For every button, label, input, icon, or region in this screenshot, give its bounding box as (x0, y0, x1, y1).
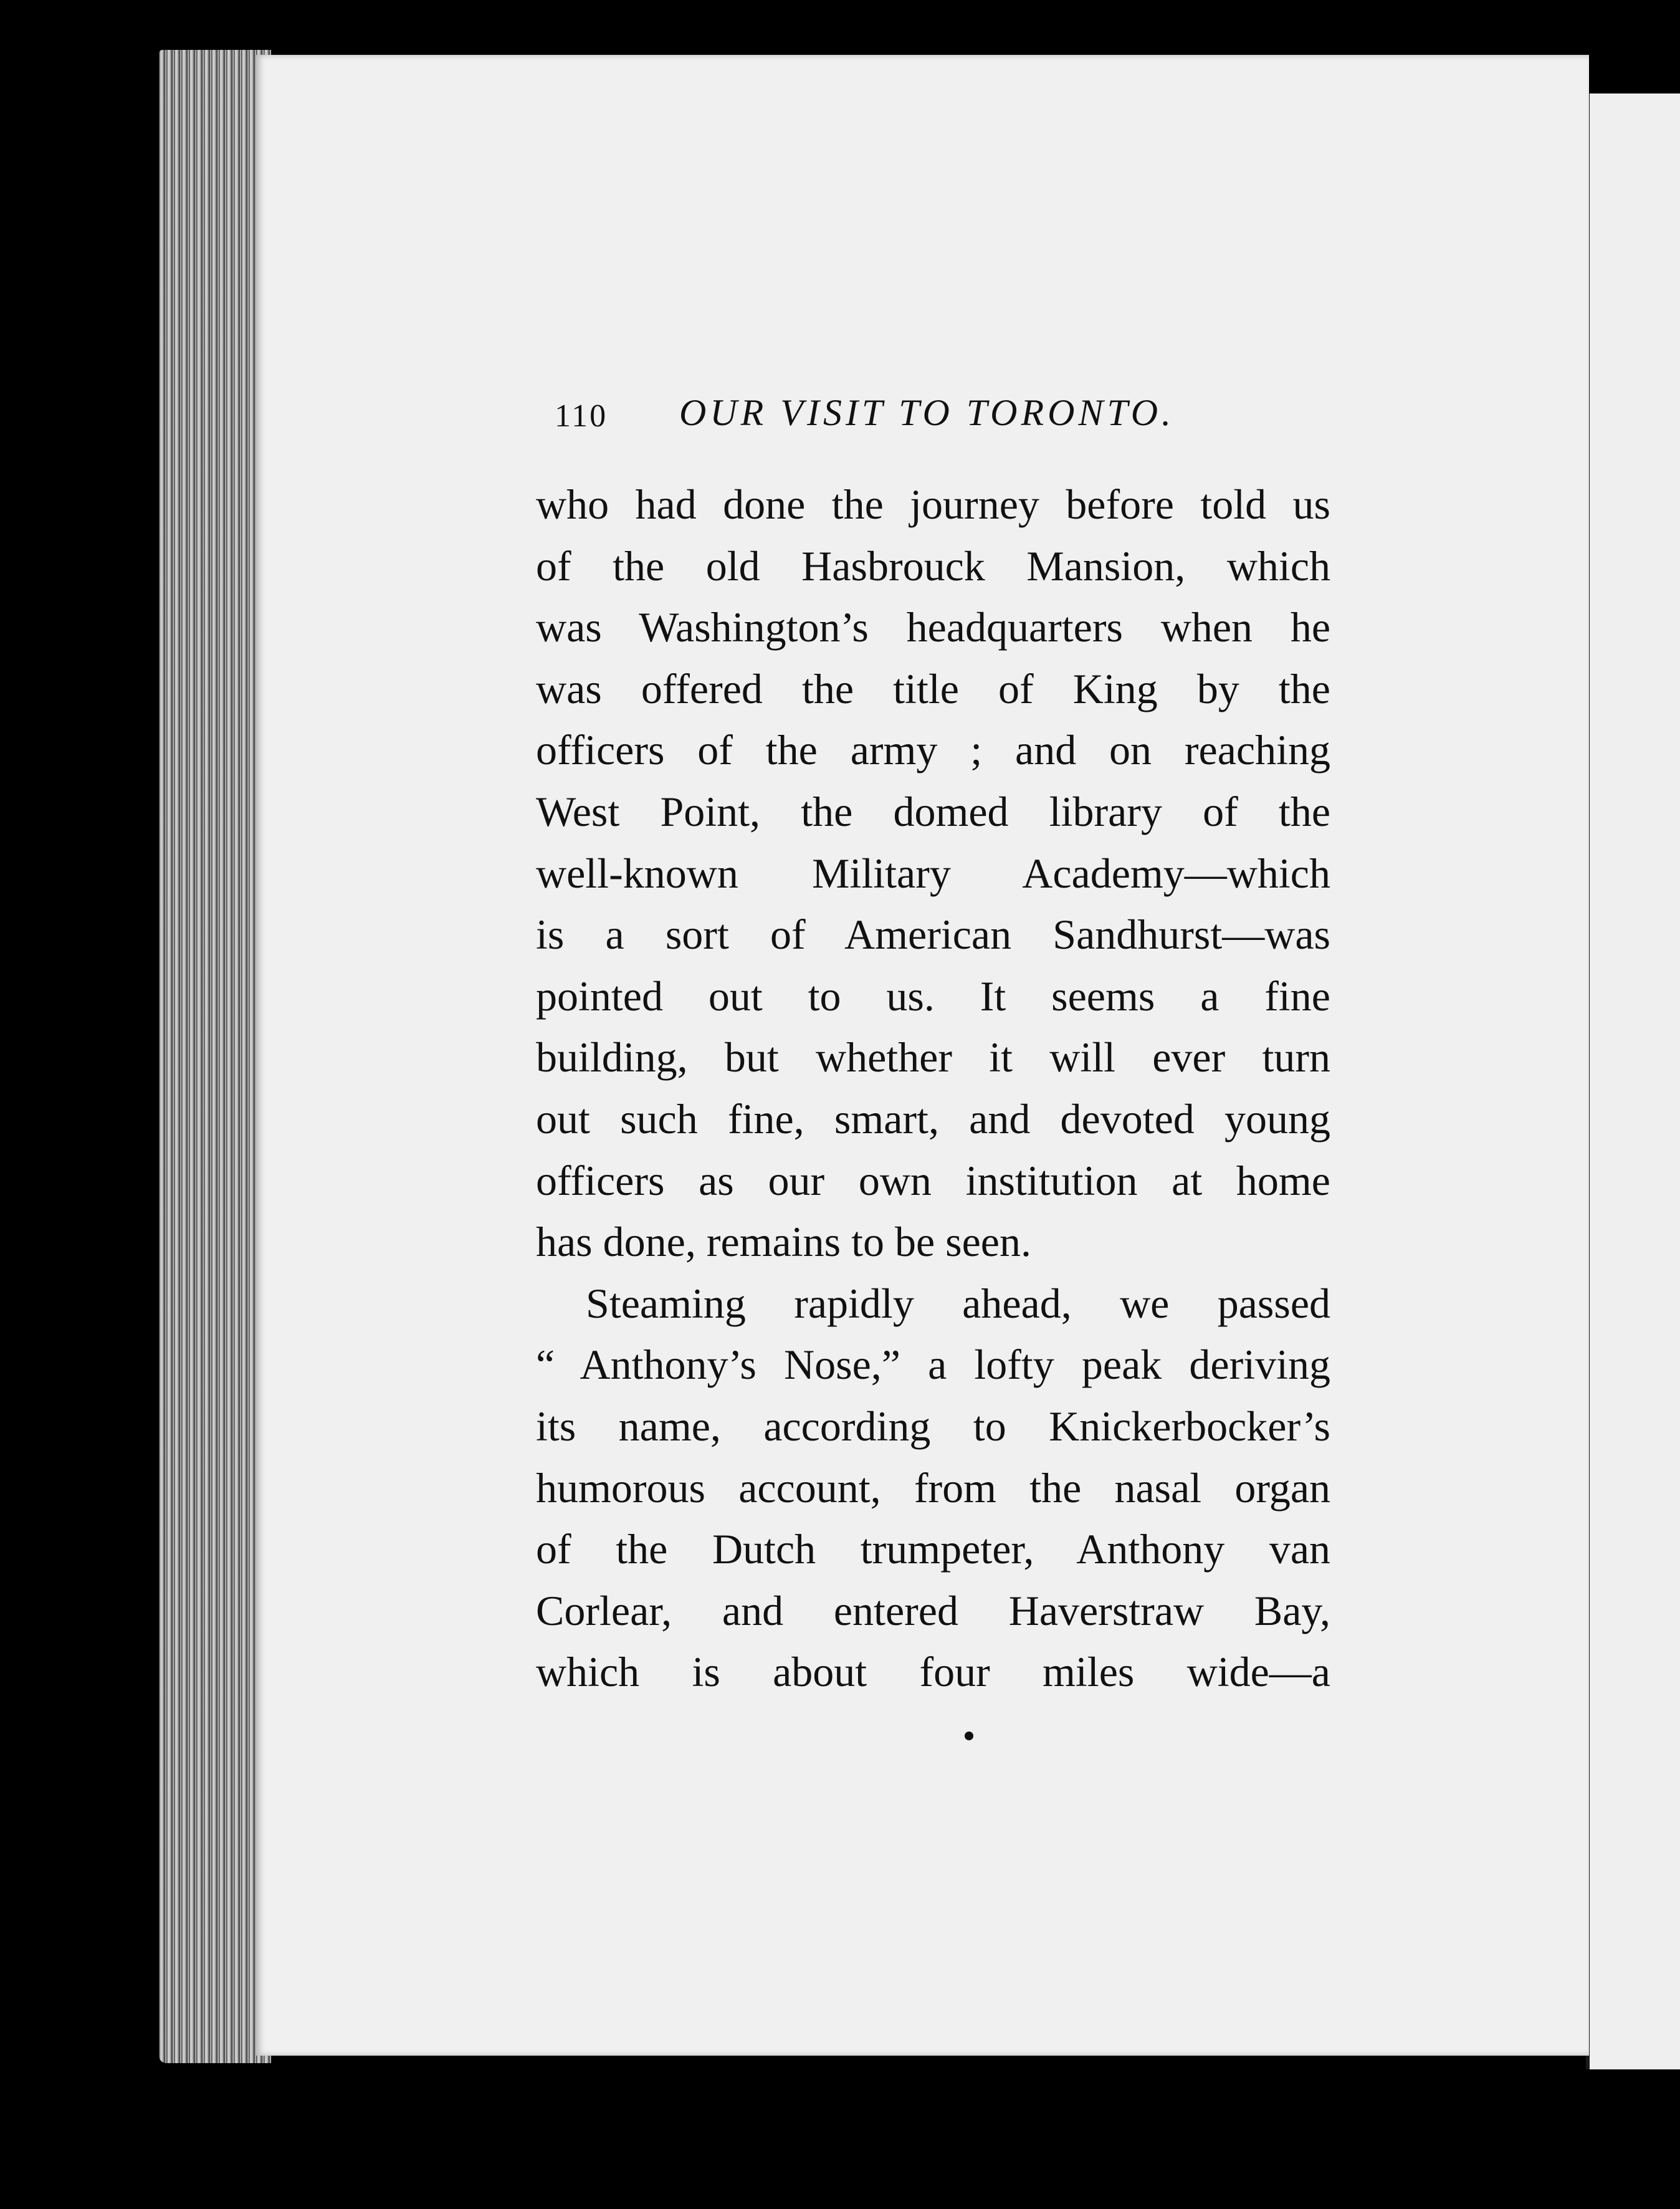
text-line: of the Dutch trumpeter, Anthony van (536, 1525, 1330, 1573)
text-line: West Point, the domed library of the (536, 787, 1330, 835)
stacked-page-edges (159, 50, 271, 2063)
text-line: its name, according to Knickerbocker’s (536, 1402, 1330, 1450)
text-line: building, but whether it will ever turn (536, 1033, 1330, 1081)
text-line: Corlear, and entered Haverstraw Bay, (536, 1586, 1330, 1634)
text-line: out such fine, smart, and devoted young (536, 1095, 1330, 1143)
body-text (536, 474, 1330, 1703)
text-line: was Washington’s headquarters when he (536, 603, 1330, 651)
text-line: which is about four miles wide—a (536, 1648, 1330, 1696)
text-line: who had done the journey before told us (536, 481, 1330, 528)
facing-page-edge (1586, 93, 1680, 2069)
text-line: is a sort of American Sandhurst—was (536, 911, 1330, 959)
text-line: has done, remains to be seen. (536, 1218, 1031, 1266)
text-line: officers of the army ; and on reaching (536, 726, 1330, 774)
text-line: well-known Military Academy—which (536, 849, 1330, 897)
running-title: OUR VISIT TO TORONTO. (679, 392, 1175, 433)
text-line: humorous account, from the nasal organ (536, 1464, 1330, 1512)
printer-mark-dot (965, 1732, 973, 1740)
text-line: of the old Hasbrouck Mansion, which (536, 542, 1330, 590)
page-header (536, 386, 1221, 449)
text-line: was offered the title of King by the (536, 664, 1330, 712)
page-number: 110 (555, 398, 608, 434)
text-line: pointed out to us. It seems a fine (536, 972, 1330, 1020)
text-line: Steaming rapidly ahead, we passed (586, 1279, 1330, 1327)
text-line: “ Anthony’s Nose,” a lofty peak deriving (536, 1341, 1330, 1389)
text-line: officers as our own institution at home (536, 1156, 1330, 1204)
